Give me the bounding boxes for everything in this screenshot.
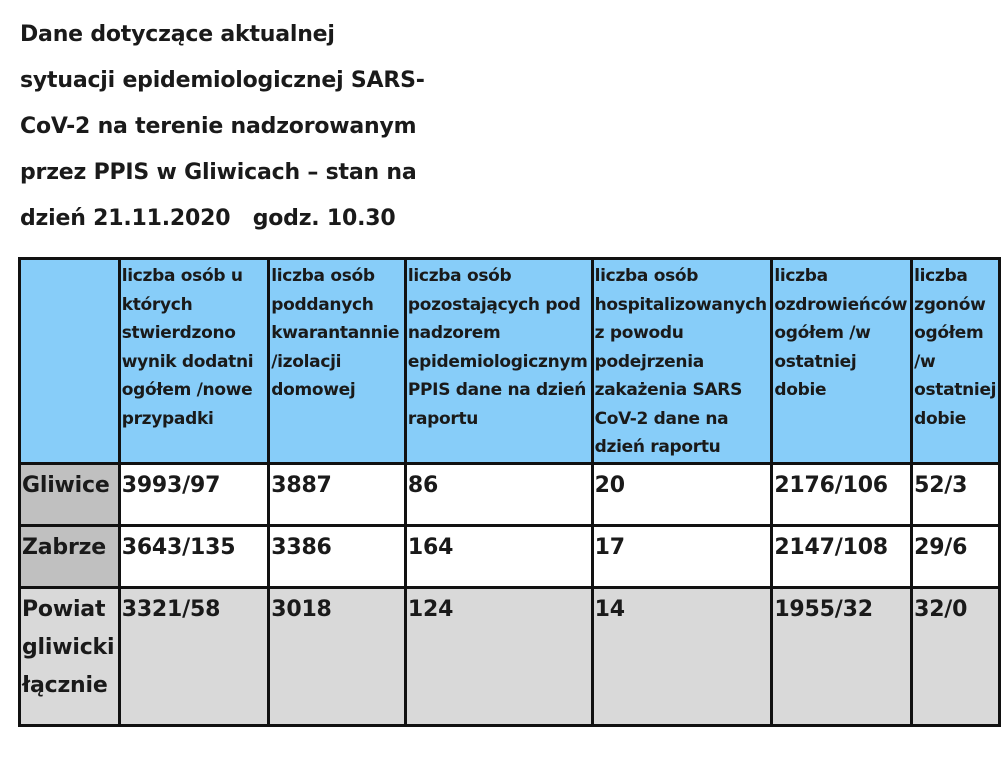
cell-positive-cases: 3321/58 bbox=[119, 587, 269, 725]
row-label: Gliwice bbox=[20, 463, 120, 525]
cell-quarantine: 3887 bbox=[269, 463, 406, 525]
cell-recovered: 2147/108 bbox=[772, 525, 912, 587]
header-quarantine: liczba osób poddanych kwarantannie /izolacji domowej bbox=[269, 259, 406, 464]
cell-deaths: 32/0 bbox=[912, 587, 1000, 725]
table-row bbox=[20, 525, 1000, 587]
cell-hospitalized: 17 bbox=[592, 525, 772, 587]
title-line-2: sytuacji epidemiologicznej SARS- bbox=[20, 68, 425, 93]
row-label: Powiat gliwicki łącznie bbox=[20, 587, 120, 725]
header-corner bbox=[20, 259, 120, 464]
table-row bbox=[20, 587, 1000, 725]
header-recovered: liczba ozdrowieńców ogółem /w ostatniej dobie bbox=[772, 259, 912, 464]
table-row bbox=[20, 463, 1000, 525]
cell-supervision: 86 bbox=[405, 463, 592, 525]
cell-deaths: 29/6 bbox=[912, 525, 1000, 587]
cell-supervision: 164 bbox=[405, 525, 592, 587]
cell-supervision: 124 bbox=[405, 587, 592, 725]
row-label: Zabrze bbox=[20, 525, 120, 587]
header-hospitalized: liczba osób hospitalizowanych z powodu podejrzenia zakażenia SARS CoV-2 dane na dzień raportu bbox=[592, 259, 772, 464]
title-line-4: przez PPIS w Gliwicach – stan na bbox=[20, 160, 417, 185]
cell-recovered: 2176/106 bbox=[772, 463, 912, 525]
header-positive-cases: liczba osób u których stwierdzono wynik dodatni ogółem /nowe przypadki bbox=[119, 259, 269, 464]
cell-deaths: 52/3 bbox=[912, 463, 1000, 525]
cell-positive-cases: 3993/97 bbox=[119, 463, 269, 525]
title-line-5: dzień 21.11.2020 godz. 10.30 bbox=[20, 206, 396, 231]
header-deaths: liczba zgonów ogółem /w ostatniej dobie bbox=[912, 259, 1000, 464]
header-supervision: liczba osób pozostających pod nadzorem epidemiologicznym PPIS dane na dzień raportu bbox=[405, 259, 592, 464]
table-header-row bbox=[20, 259, 1000, 464]
cell-recovered: 1955/32 bbox=[772, 587, 912, 725]
page-title bbox=[20, 12, 460, 242]
cell-positive-cases: 3643/135 bbox=[119, 525, 269, 587]
cell-quarantine: 3386 bbox=[269, 525, 406, 587]
cell-quarantine: 3018 bbox=[269, 587, 406, 725]
cell-hospitalized: 20 bbox=[592, 463, 772, 525]
title-line-3: CoV-2 na terenie nadzorowanym bbox=[20, 114, 417, 139]
cell-hospitalized: 14 bbox=[592, 587, 772, 725]
epidemiological-table bbox=[18, 257, 1001, 727]
title-line-1: Dane dotyczące aktualnej bbox=[20, 22, 335, 47]
